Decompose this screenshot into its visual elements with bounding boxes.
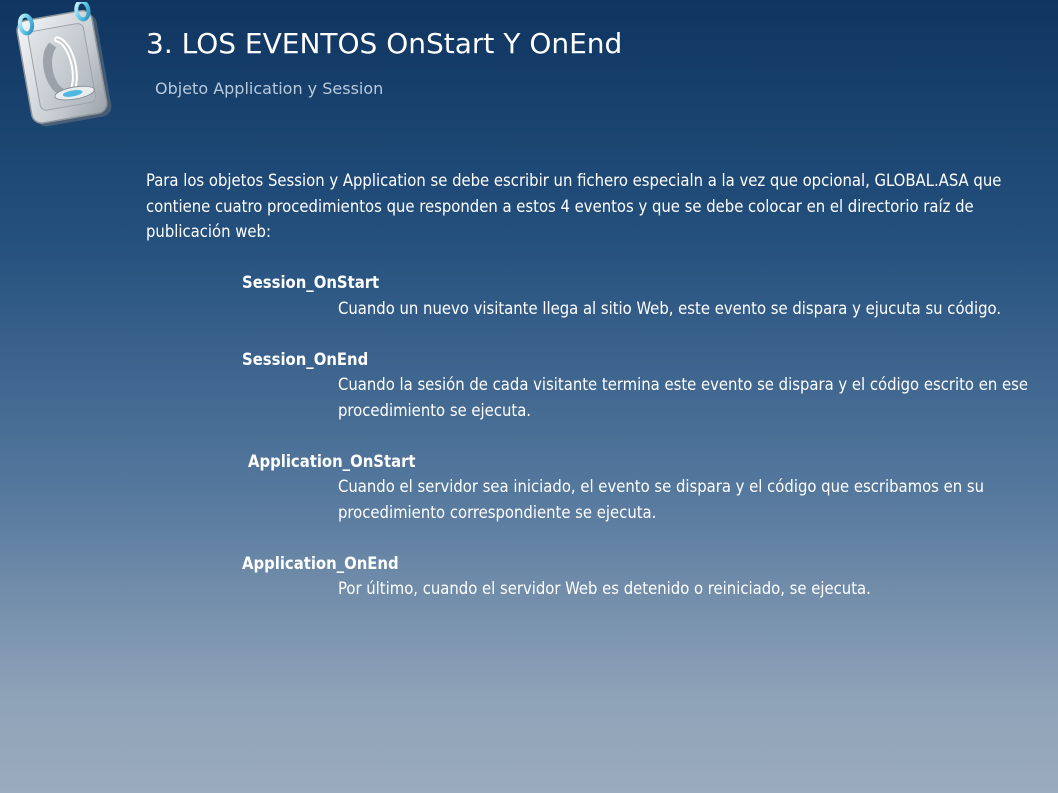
event-item-application-onend	[146, 551, 1046, 602]
document-logo-icon	[14, 2, 120, 132]
event-description: Cuando la sesión de cada visitante termina este evento se dispara y el código escrito en ese procedimiento se ejecuta.	[338, 375, 1028, 420]
event-name: Application_OnEnd	[242, 553, 399, 573]
page-title: 3. LOS EVENTOS OnStart Y OnEnd	[146, 27, 623, 60]
event-description: Cuando un nuevo visitante llega al sitio Web, este evento se dispara y ejucuta su código.	[338, 298, 1002, 318]
event-description: Por último, cuando el servidor Web es detenido o reiniciado, se ejecuta.	[338, 579, 871, 598]
event-name: Session_OnEnd	[242, 349, 369, 369]
event-item-application-onstart	[146, 449, 1046, 526]
event-item-session-onstart	[146, 270, 1046, 321]
content-body	[146, 168, 1046, 627]
event-item-session-onend	[146, 347, 1046, 424]
event-description: Cuando el servidor sea iniciado, el evento se dispara y el código que escribamos en su procedimiento correspondiente se ejecuta.	[338, 477, 985, 522]
event-name: Application_OnStart	[248, 451, 416, 471]
event-name: Session_OnStart	[242, 273, 380, 292]
page-subtitle: Objeto Application y Session	[155, 79, 384, 98]
intro-paragraph: Para los objetos Session y Application se debe escribir un fichero especialn a la vez que opcional, GLOBAL.ASA que contiene cuatro procedimientos que responden a estos 4 eventos y que se debe colocar en el directorio raíz de publicación web:	[146, 171, 1002, 241]
